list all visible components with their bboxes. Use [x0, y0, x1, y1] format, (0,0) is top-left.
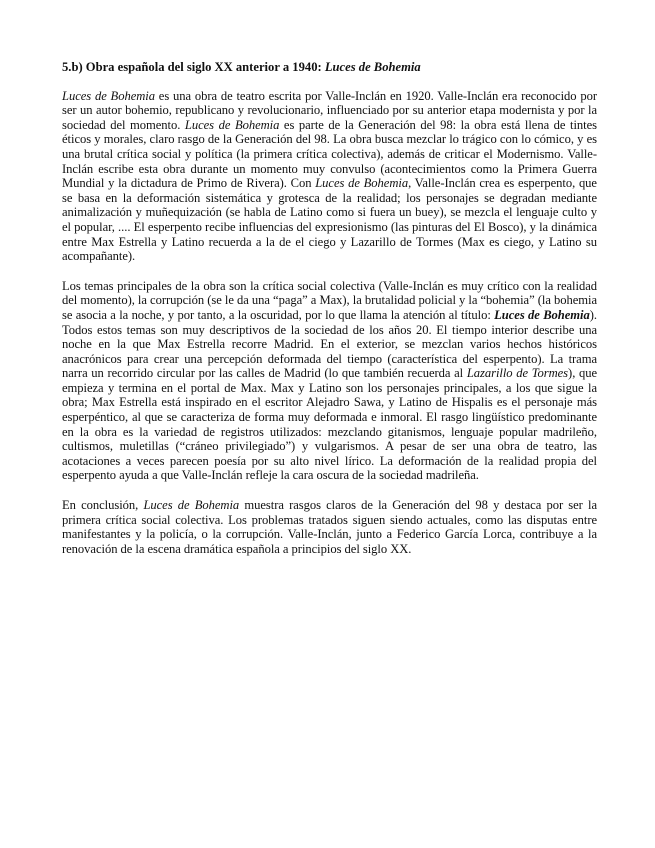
- work-title: Luces de Bohemia: [184, 117, 280, 132]
- work-title: Lazarillo de Tormes: [466, 366, 569, 381]
- paragraph-conclusion: [62, 498, 597, 556]
- paragraph-themes: [62, 279, 597, 483]
- work-title: Luces de Bohemia: [494, 307, 590, 322]
- text-run: En conclusión,: [62, 498, 144, 513]
- text-run: ), que empieza y termina en el portal de Max. Max y Latino son los personajes principales, a los que sigue la obra; Max Estrella está inspirado en el escritor Alejadro Sawa, y Latino de Hispalis es el personaje más esperpéntico, al que se caracteriza de forma muy deformada e inmoral. El rasgo lingüístico predominante en la obra es la variedad de registros utilizados: mezclando gitanismos, lenguaje popular madrileño, cultismos, muletillas (“cráneo privilegiado”) y vulgarismos. A pesar de ser una obra de teatro, las acotaciones a veces parecen poesía por su alto nivel lírico. La deformación de la realidad propia del esperpento ayuda a que Valle-Inclán refleje la cara oscura de la sociedad madrileña.: [62, 366, 598, 483]
- text-run: es parte de la Generación del 98: la obra está llena de tintes éticos y morales, claro rasgo de la Generación del 98. La obra busca mezclar lo trágico con lo cómico, y es una brutal crítica social y política (la primera crítica colectiva), además de criticar el Modernismo. Valle-Inclán escribe esta obra durante un momento muy convulso (acontecimientos como la Primera Guerra Mundial y la dictadura de Primo de Rivera). Con: [62, 117, 597, 191]
- paragraph-introduction: [62, 89, 597, 264]
- text-run: Los temas principales de la obra son la crítica social colectiva (Valle-Inclán es muy crítico con la realidad del momento), la corrupción (se le da una “paga” a Max), la brutalidad policial y la “bohemia” (la bohemia se asocia a la noche, y por tanto, a la oscuridad, por lo que llama la atención al título:: [62, 278, 597, 322]
- work-title: Luces de Bohemia: [62, 88, 155, 103]
- heading-title: Luces de Bohemia: [324, 60, 421, 74]
- section-heading: [62, 60, 597, 75]
- text-run: , Valle-Inclán crea es esperpento, que se basa en la deformación sistemática y grotesca de la realidad; los personajes se degradan mediante animalización y muñequización (se habla de Latino como si fuera un buey), se mezcla el lenguaje culto y el popular, .... El esperpento recibe influencias del expresionismo (las pinturas del El Bosco), y la dinámica entre Max Estrella y Latino recuerda a la de el ciego y Lazarillo de Tormes (Max es ciego, y Latino su acompañante).: [62, 176, 597, 264]
- text-run: muestra rasgos claros de la Generación del 98 y destaca por ser la primera crítica social colectiva. Los problemas tratados siguen siendo actuales, como las disputas entre manifestantes y la policía, o la corrupción. Valle-Inclán, junto a Federico García Lorca, contribuye a la renovación de la escena dramática española a principios del siglo XX.: [62, 498, 597, 556]
- document-page: [62, 60, 597, 571]
- work-title: Luces de Bohemia: [143, 498, 240, 513]
- text-run: es una obra de teatro escrita por Valle-Inclán en 1920. Valle-Inclán era reconocido por ser un autor bohemio, republicano y revolucionario, influenciado por su anterior etapa modernista y por la sociedad del momento.: [62, 88, 597, 132]
- heading-prefix: 5.b) Obra española del siglo XX anterior a 1940:: [62, 60, 325, 74]
- work-title: Luces de Bohemia: [315, 176, 409, 191]
- text-run: ). Todos estos temas son muy descriptivos de la sociedad de los años 20. El tiempo interior describe una noche en la que Max Estrella recorre Madrid. En el exterior, se mezclan varios hechos históricos anacrónicos para crear una percepción deformada del tiempo (característica del esperpento). La trama narra un recorrido circular por las calles de Madrid (lo que también recuerda al: [62, 307, 597, 381]
